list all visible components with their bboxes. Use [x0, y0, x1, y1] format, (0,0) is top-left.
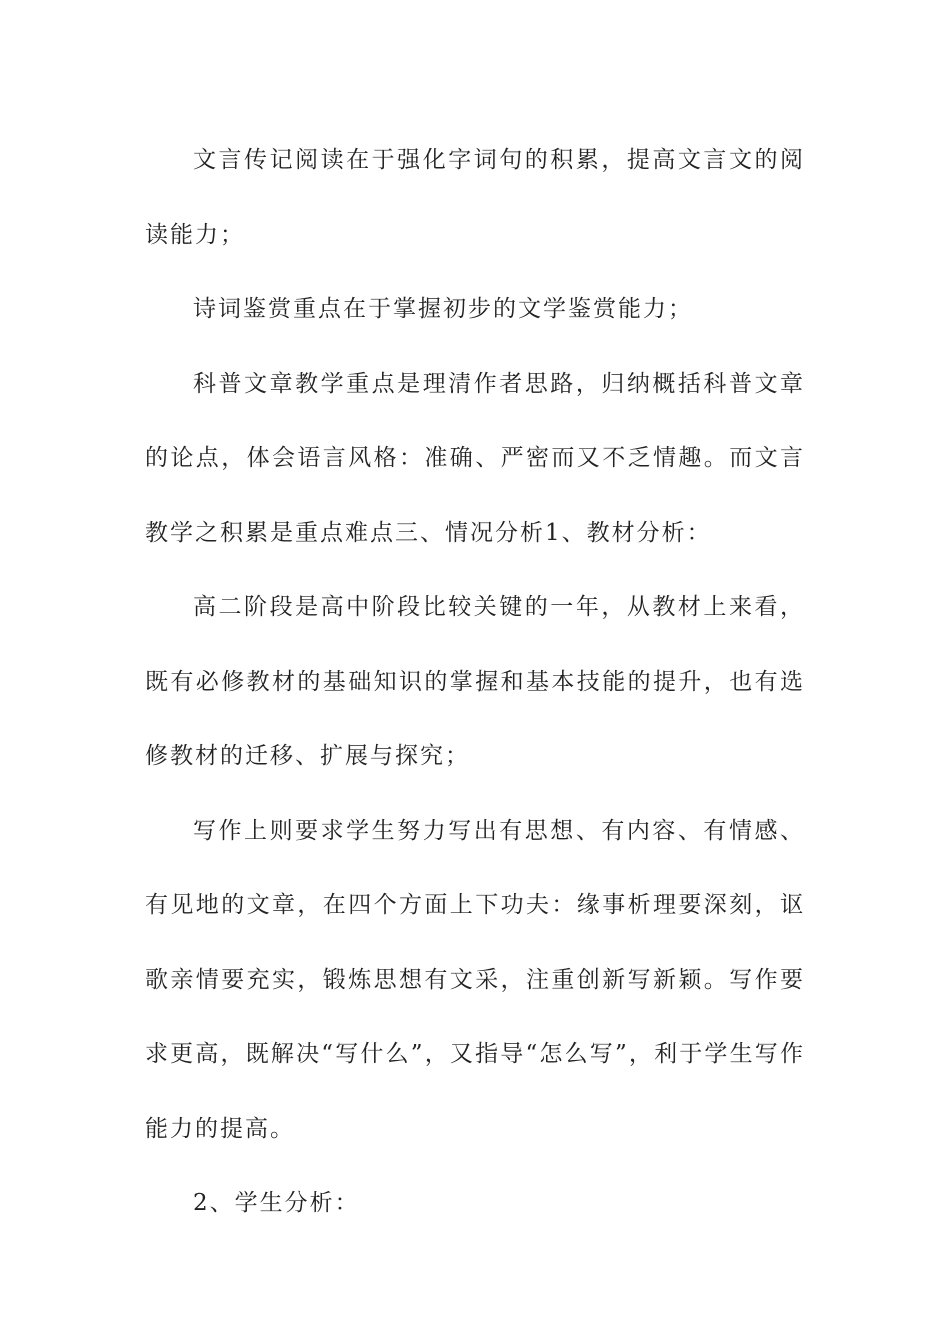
paragraph-grade-two-stage: 高二阶段是高中阶段比较关键的一年，从教材上来看，既有必修教材的基础知识的掌握和基本技能的提升，也有选修教材的迁移、扩展与探究；	[145, 594, 805, 769]
paragraph-student-analysis-heading: 2、学生分析：	[193, 1190, 360, 1216]
paragraph-poetry-appreciation: 诗词鉴赏重点在于掌握初步的文学鉴赏能力；	[193, 296, 693, 322]
paragraph-science-articles: 科普文章教学重点是理清作者思路，归纳概括科普文章的论点，体会语言风格：准确、严密而又不乏情趣。而文言教学之积累是重点难点三、情况分析1、教材分析：	[145, 370, 805, 546]
document-body	[145, 123, 805, 1241]
paragraph-classical-reading: 文言传记阅读在于强化字词句的积累，提高文言文的阅读能力；	[145, 147, 805, 248]
paragraph-writing-requirements: 写作上则要求学生努力写出有思想、有内容、有情感、有见地的文章，在四个方面上下功夫：缘事析理要深刻，讴歌亲情要充实，锻炼思想有文采，注重创新写新颖。写作要求更高，既解决“写什么”，又指导“怎么写”，利于学生写作能力的提高。	[145, 817, 805, 1142]
